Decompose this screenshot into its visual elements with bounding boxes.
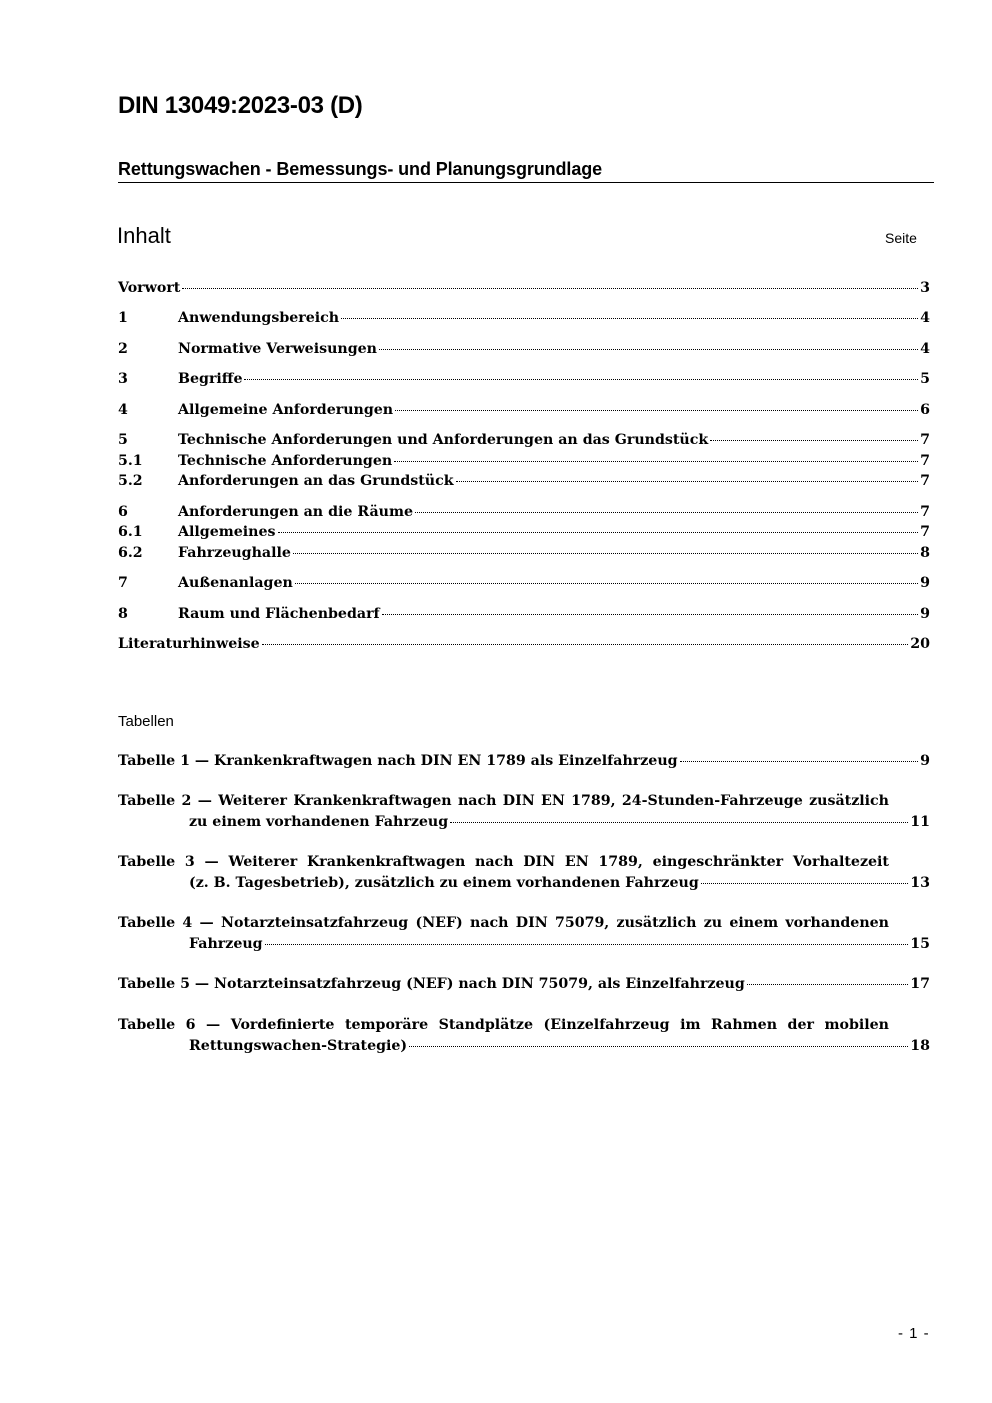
toc-entry[interactable] [118,371,930,391]
toc-leader-dots [244,379,918,380]
table-list-entry[interactable] [118,791,930,833]
table-entry-page: 17 [910,976,930,992]
toc-entry-page: 4 [920,341,930,357]
toc-entry[interactable] [118,606,930,626]
toc-entry-label: Begriffe [178,371,243,387]
toc-entry[interactable] [118,402,930,422]
document-title: DIN 13049:2023-03 (D) [118,92,363,119]
toc-entry-page: 9 [920,575,930,591]
toc-entry[interactable] [118,280,930,300]
toc-leader-dots [295,583,918,584]
toc-entry-page: 6 [920,402,930,418]
toc-entry[interactable] [118,545,930,565]
title-rule [118,182,934,183]
table-leader-dots [747,984,908,985]
table-entry-title: Tabelle 2 — Weiterer Krankenkraftwagen nach DIN EN 1789, 24-Stunden-Fahrzeuge zusätzlich [118,793,889,809]
toc-entry-number: 1 [118,310,128,326]
table-entry-title: Tabelle 3 — Weiterer Krankenkraftwagen nach DIN EN 1789, eingeschränkter Vorhaltezeit [118,854,889,870]
toc-entry-label: Allgemeines [178,524,276,540]
page-number: - 1 - [898,1325,930,1342]
toc-entry[interactable] [118,524,930,544]
table-entry-page: 15 [910,936,930,952]
toc-entry[interactable] [118,432,930,452]
toc-entry-label: Anforderungen an die Räume [178,504,414,520]
toc-entry-number: 6 [118,504,128,520]
table-list-entry[interactable] [118,1015,930,1057]
toc-entry-number: 5.2 [118,473,143,489]
toc-leader-dots [341,318,918,319]
toc-entry-label: Technische Anforderungen und Anforderungen an das Grundstück [178,432,709,448]
table-entry-page: 18 [910,1038,930,1054]
toc-entry[interactable] [118,575,930,595]
toc-entry-label: Raum und Flächenbedarf [178,606,380,622]
toc-entry-label: Vorwort [118,280,181,296]
toc-heading: Inhalt [117,223,171,248]
toc-entry-label: Literaturhinweise [118,636,260,652]
toc-entry-label: Anforderungen an das Grundstück [178,473,454,489]
toc-entry-number: 6.1 [118,524,143,540]
table-list-entry[interactable] [118,852,930,894]
table-leader-dots [409,1046,908,1047]
toc-entry-number: 5.1 [118,453,143,469]
toc-entry[interactable] [118,310,930,330]
toc-entry-number: 7 [118,575,128,591]
toc-entry-page: 5 [920,371,930,387]
toc-entry-label: Allgemeine Anforderungen [178,402,394,418]
toc-page-column-heading: Seite [885,230,917,246]
table-entry-title-continued: Rettungswachen-Strategie) [189,1038,408,1054]
toc-entry-page: 7 [920,524,930,540]
toc-entry-number: 2 [118,341,128,357]
toc-entry-number: 6.2 [118,545,143,561]
table-entry-title: Tabelle 5 — Notarzteinsatzfahrzeug (NEF) nach DIN 75079, als Einzelfahrzeug [118,976,745,992]
toc-leader-dots [395,410,918,411]
table-entry-page: 11 [910,814,930,830]
toc-leader-dots [278,532,919,533]
table-entry-title-continued: Fahrzeug [189,936,263,952]
table-entry-page: 9 [920,753,930,769]
toc-entry-number: 5 [118,432,128,448]
toc-leader-dots [379,349,918,350]
toc-entry-page: 8 [920,545,930,561]
toc-leader-dots [415,512,918,513]
toc-entry-label: Anwendungsbereich [178,310,340,326]
table-leader-dots [265,944,909,945]
table-entry-title: Tabelle 4 — Notarzteinsatzfahrzeug (NEF) nach DIN 75079, zusätzlich zu einem vorhandenen [118,915,889,931]
table-list-entry[interactable] [118,751,930,772]
tables-heading: Tabellen [118,713,174,730]
toc-leader-dots [394,461,918,462]
toc-entry-page: 7 [920,432,930,448]
toc-entry-number: 4 [118,402,128,418]
table-leader-dots [701,883,909,884]
table-entry-title: Tabelle 6 — Vordefinierte temporäre Standplätze (Einzelfahrzeug im Rahmen der mobilen [118,1017,889,1033]
toc-entry-page: 7 [920,504,930,520]
toc-leader-dots [456,481,919,482]
toc-entry-page: 20 [910,636,930,652]
toc-leader-dots [262,644,909,645]
table-list-entry[interactable] [118,913,930,955]
table-leader-dots [680,761,919,762]
toc-leader-dots [382,614,918,615]
toc-entry-page: 9 [920,606,930,622]
toc-entry[interactable] [118,473,930,493]
toc-entry-label: Außenanlagen [178,575,293,591]
table-list-entry[interactable] [118,974,930,995]
toc-entry-number: 8 [118,606,128,622]
toc-entry-page: 7 [920,473,930,489]
toc-leader-dots [182,288,918,289]
table-entry-title: Tabelle 1 — Krankenkraftwagen nach DIN EN 1789 als Einzelfahrzeug [118,753,678,769]
table-entry-title-continued: (z. B. Tagesbetrieb), zusätzlich zu einem vorhandenen Fahrzeug [189,875,699,891]
toc-entry-label: Normative Verweisungen [178,341,377,357]
table-entry-page: 13 [910,875,930,891]
document-subtitle: Rettungswachen - Bemessungs- und Planungsgrundlage [118,159,603,179]
toc-entry-label: Technische Anforderungen [178,453,393,469]
toc-entry[interactable] [118,636,930,656]
table-entry-title-continued: zu einem vorhandenen Fahrzeug [189,814,449,830]
toc-entry-page: 3 [920,280,930,296]
toc-entry-page: 7 [920,453,930,469]
toc-entry[interactable] [118,341,930,361]
table-leader-dots [450,822,908,823]
toc-entry-label: Fahrzeughalle [178,545,291,561]
toc-entry-page: 4 [920,310,930,326]
toc-entry-number: 3 [118,371,128,387]
toc-entry[interactable] [118,504,930,524]
toc-leader-dots [293,553,918,554]
toc-leader-dots [710,440,918,441]
toc-entry[interactable] [118,453,930,473]
